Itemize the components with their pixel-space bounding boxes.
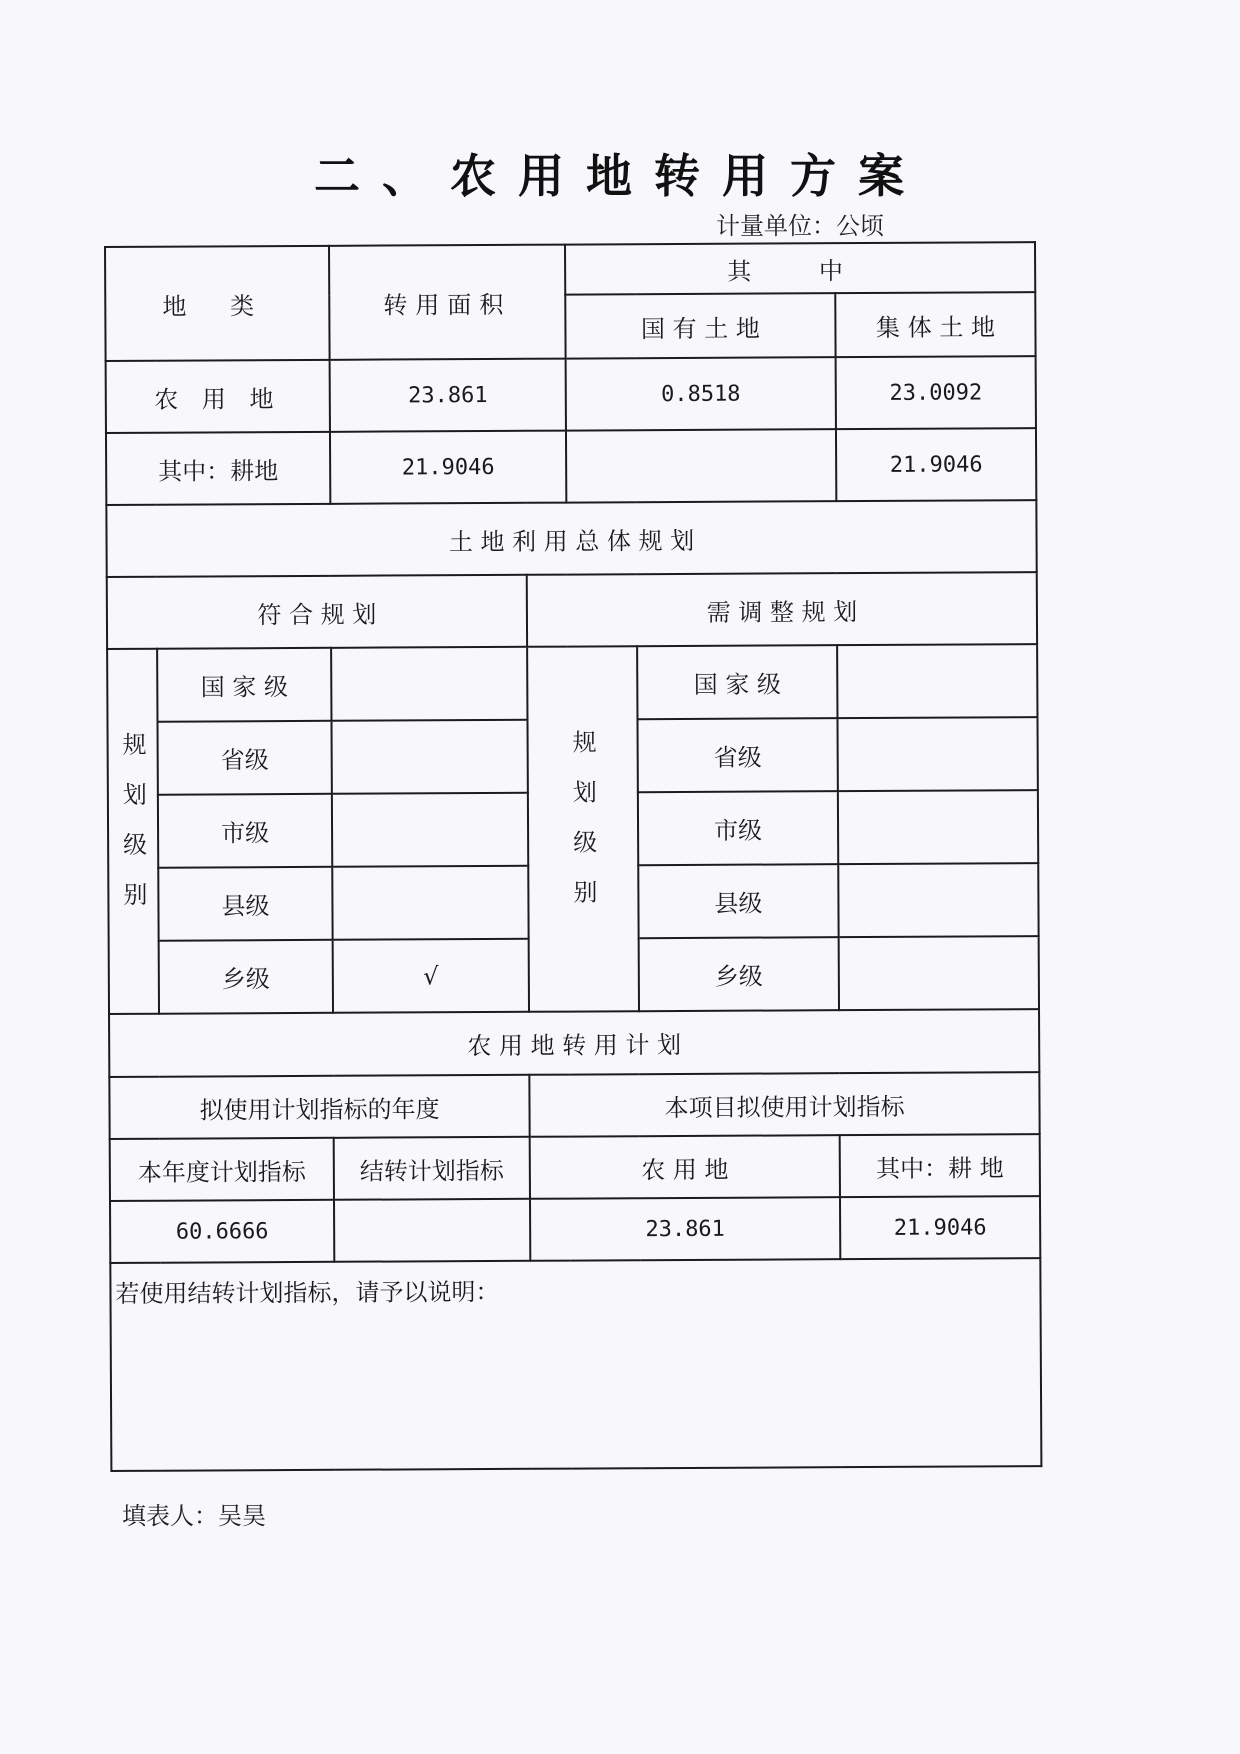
table-row — [106, 428, 1036, 505]
filler-signature: 填表人：吴昊 — [122, 1502, 266, 1530]
conversion-table — [104, 241, 1042, 1472]
table-row — [107, 644, 1037, 722]
level-name: 省级 — [638, 718, 838, 792]
row-label: 其中：耕地 — [106, 432, 330, 505]
level-name: 市级 — [638, 791, 838, 865]
plan-conform-header: 符 合 规 划 — [107, 575, 527, 649]
carryover-note-label: 若使用结转计划指标，请予以说明： — [115, 1277, 500, 1308]
plan-section-title: 土 地 利 用 总 体 规 划 — [106, 500, 1036, 577]
farmland-header: 农 用 地 — [530, 1135, 840, 1199]
table-row — [110, 1196, 1040, 1263]
year-header: 拟使用计划指标的年度 — [109, 1075, 529, 1139]
level-conform-value — [331, 647, 527, 721]
header-of-which: 其 中 — [565, 242, 1035, 294]
farmland-value: 23.861 — [530, 1197, 840, 1261]
header-state-land: 国 有 土 地 — [565, 293, 835, 358]
current-year-header: 本年度计划指标 — [110, 1138, 334, 1201]
header-area: 转用面积 — [329, 245, 566, 360]
level-name: 县级 — [638, 864, 838, 938]
header-land-type: 地 类 — [105, 246, 330, 361]
level-conform-value checkmark: √ — [333, 939, 529, 1013]
plan-level-label-adjust: 规划级别 — [527, 646, 639, 1012]
row-state — [566, 429, 836, 502]
level-conform-value — [332, 793, 528, 867]
carryover-note — [110, 1258, 1041, 1471]
cultivated-value: 21.9046 — [840, 1196, 1040, 1259]
level-name: 乡级 — [639, 937, 839, 1011]
level-conform-value — [332, 720, 528, 794]
level-adjust-value — [838, 863, 1038, 937]
level-name: 乡级 — [159, 940, 333, 1014]
level-adjust-value — [839, 936, 1039, 1010]
project-header: 本项目拟使用计划指标 — [529, 1072, 1039, 1137]
row-area: 21.9046 — [330, 431, 566, 504]
unit-label: 计量单位：公顷 — [716, 212, 884, 240]
table-row — [106, 356, 1036, 433]
level-conform-value — [332, 866, 528, 940]
page-title: 二、农用地转用方案 — [314, 149, 926, 203]
level-name: 省级 — [157, 721, 331, 795]
carried-over-value — [334, 1199, 530, 1262]
level-name: 市级 — [158, 794, 332, 868]
header-collective-land: 集 体 土 地 — [835, 292, 1035, 357]
cultivated-header: 其中：耕 地 — [840, 1134, 1040, 1197]
row-collective: 23.0092 — [836, 356, 1036, 429]
row-collective: 21.9046 — [836, 428, 1036, 501]
level-adjust-value — [837, 644, 1037, 718]
level-name: 国 家 级 — [637, 645, 837, 719]
level-adjust-value — [838, 790, 1038, 864]
plan-level-label-conform: 规划级别 — [107, 649, 159, 1014]
level-name: 县级 — [158, 867, 332, 941]
conversion-section-title: 农 用 地 转 用 计 划 — [109, 1009, 1039, 1077]
carried-over-header: 结转计划指标 — [334, 1137, 530, 1200]
row-label: 农 用 地 — [106, 360, 330, 433]
current-year-value: 60.6666 — [110, 1200, 334, 1263]
row-area: 23.861 — [330, 359, 566, 432]
level-name: 国 家 级 — [157, 648, 331, 722]
plan-adjust-header: 需 调 整 规 划 — [527, 572, 1037, 647]
level-adjust-value — [837, 717, 1037, 791]
row-state: 0.8518 — [566, 357, 836, 430]
